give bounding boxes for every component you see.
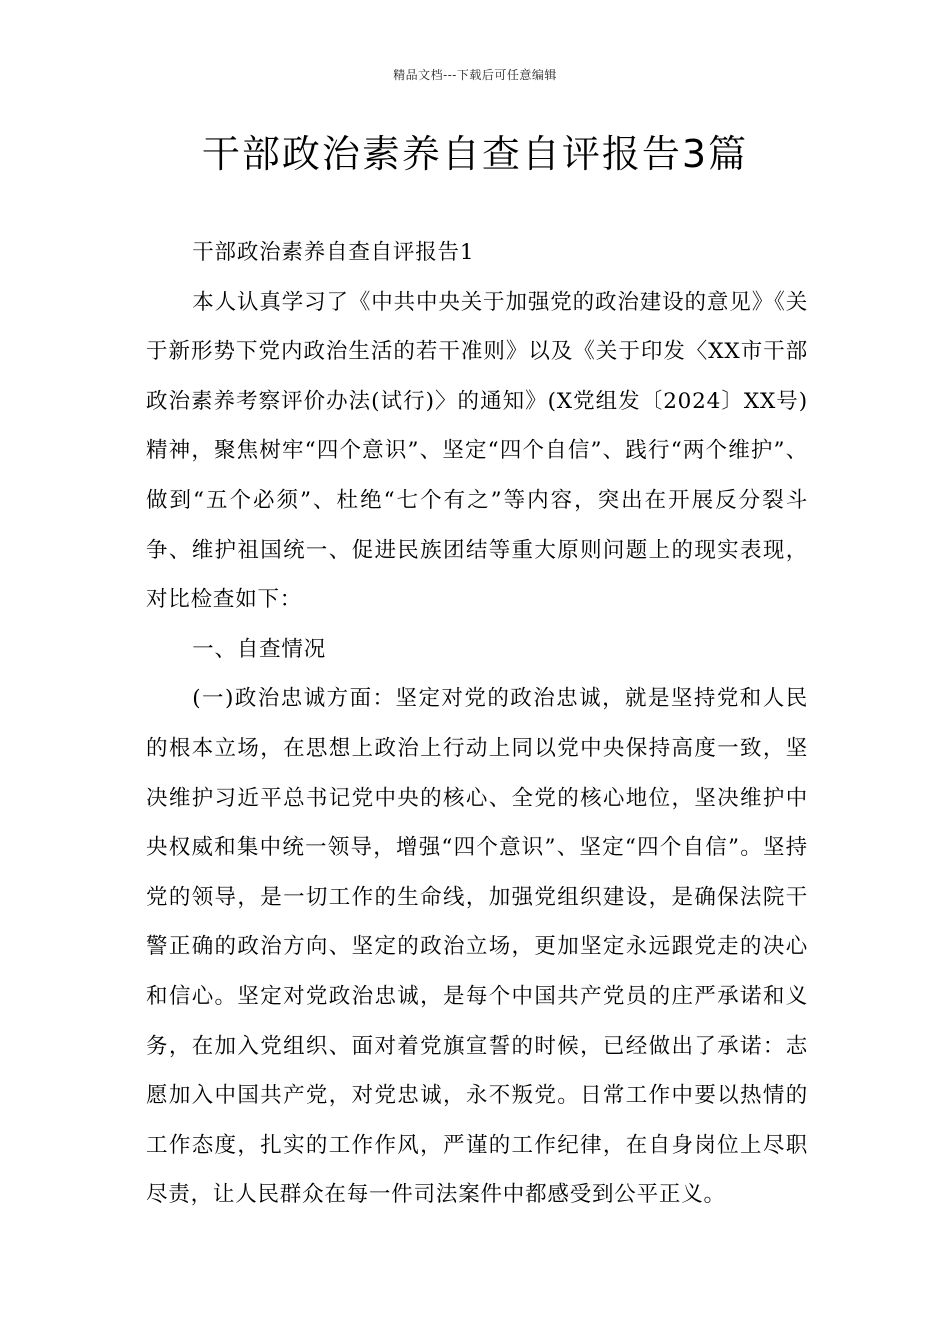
document-title: 干部政治素养自查自评报告3篇 [201, 132, 749, 176]
section-heading-report-1: 干部政治素养自查自评报告1 [192, 240, 475, 265]
section-heading-self-check: 一、自查情况 [192, 636, 327, 662]
header-note: 精品文档---下载后可任意编辑 [393, 68, 557, 82]
document-body [146, 228, 808, 1220]
political-loyalty-paragraph: (一)政治忠诚方面：坚定对党的政治忠诚，就是坚持党和人民的根本立场，在思想上政治上行动上同以党中央保持高度一致，坚决维护习近平总书记党中央的核心、全党的核心地位，坚决维护中央权威和集中统一领导，增强“四个意识”、坚定“四个自信”。坚持党的领导，是一切工作的生命线，加强党组织建设，是确保法院干警正确的政治方向、坚定的政治立场，更加坚定永远跟党走的决心和信心。坚定对党政治忠诚，是每个中国共产党员的庄严承诺和义务，在加入党组织、面对着党旗宣誓的时候，已经做出了承诺：志愿加入中国共产党，对党忠诚，永不叛党。日常工作中要以热情的工作态度，扎实的工作作风，严谨的工作纪律，在自身岗位上尽职尽责，让人民群众在每一件司法案件中都感受到公平正义。 [146, 686, 808, 1208]
intro-paragraph: 本人认真学习了《中共中央关于加强党的政治建设的意见》《关于新形势下党内政治生活的若干准则》以及《关于印发〈XX市干部政治素养考察评价办法(试行)〉的通知》(X党组发〔2024〕XX号)精神，聚焦树牢“四个意识”、坚定“四个自信”、践行“两个维护”、做到“五个必须”、杜绝“七个有之”等内容，突出在开展反分裂斗争、维护祖国统一、促进民族团结等重大原则问题上的现实表现，对比检查如下： [146, 289, 808, 613]
